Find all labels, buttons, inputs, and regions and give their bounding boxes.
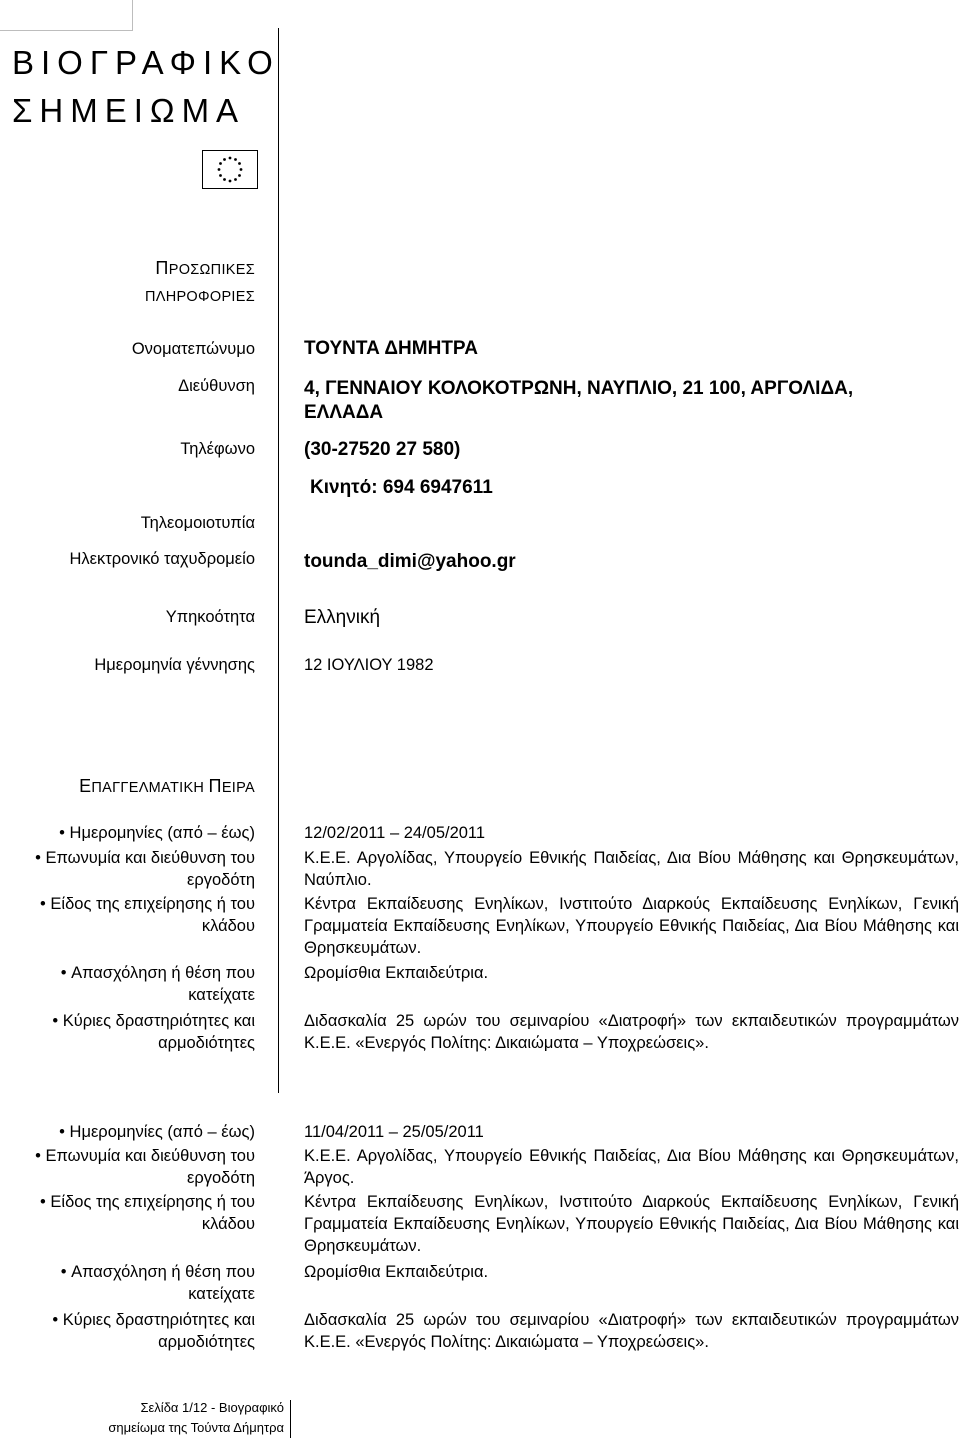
corner-box xyxy=(0,0,133,31)
experience-heading: ΕΠΑΓΓΕΛΜΑΤΙΚΗ ΠΕΙΡΑ xyxy=(79,776,255,796)
page-footer: Σελίδα 1/12 - Βιογραφικό σημείωμα της Τούντα Δήμητρα xyxy=(108,1400,284,1435)
entry2-activities-label: • Κύριες δραστηριότητες και αρμοδιότητες xyxy=(52,1309,255,1353)
address-value: 4, ΓΕΝΝΑΙΟΥ ΚΟΛΟΚΟΤΡΩΝΗ, ΝΑΥΠΛΙΟ, 21 100, ΑΡΓΟΛΙΔΑ, ΕΛΛΑΔΑ xyxy=(304,378,854,423)
email-value: tounda_dimi@yahoo.gr xyxy=(304,551,516,572)
fax-label: Τηλεομοιοτυπία xyxy=(140,514,255,532)
phone-value: (30-27520 27 580) xyxy=(304,439,461,460)
entry2-business-label: • Είδος της επιχείρησης ή του κλάδου xyxy=(40,1191,255,1235)
entry1-employer-label: • Επωνυμία και διεύθυνση του εργοδότη xyxy=(35,847,255,891)
entry2-business: Κέντρα Εκπαίδευσης Ενηλίκων, Ινστιτούτο Διαρκούς Εκπαίδευσης Ενηλίκων, Γενική Γραμματεία Εκπαίδευσης Ενηλίκων, Υπουργείο Εθνικής Παιδείας, Δια Βίου Μάθησης και Θρησκευμάτων. xyxy=(304,1193,959,1255)
entry1-activities-label: • Κύριες δραστηριότητες και αρμοδιότητες xyxy=(52,1010,255,1054)
column-divider xyxy=(278,28,279,1093)
entry1-business: Κέντρα Εκπαίδευσης Ενηλίκων, Ινστιτούτο Διαρκούς Εκπαίδευσης Ενηλίκων, Γενική Γραμματεία Εκπαίδευσης Ενηλίκων, Υπουργείο Εθνικής Παιδείας, Δια Βίου Μάθησης και Θρησκευμάτων. xyxy=(304,895,959,957)
phone-label: Τηλέφωνο xyxy=(180,440,255,458)
entry2-position: Ωρομίσθια Εκπαιδεύτρια. xyxy=(304,1263,489,1281)
entry2-activities: Διδασκαλία 25 ωρών του σεμιναρίου «Διατροφή» των εκπαιδευτικών προγραμμάτων Κ.Ε.Ε. «Ενεργός Πολίτης: Δικαιώματα – Υποχρεώσεις». xyxy=(304,1311,959,1351)
email-label: Ηλεκτρονικό ταχυδρομείο xyxy=(69,550,255,568)
entry1-dates-label: • Ημερομηνίες (από – έως) xyxy=(59,822,255,844)
birth-label: Ημερομηνία γέννησης xyxy=(94,656,255,674)
entry1-position-label: • Απασχόληση ή θέση που κατείχατε xyxy=(61,962,255,1006)
entry1-dates: 12/02/2011 – 24/05/2011 xyxy=(304,824,486,842)
entry2-employer: Κ.Ε.Ε. Αργολίδας, Υπουργείο Εθνικής Παιδείας, Δια Βίου Μάθησης και Θρησκευμάτων, Άργος. xyxy=(304,1147,959,1187)
birth-value: 12 ΙΟΥΛΙΟΥ 1982 xyxy=(304,656,434,674)
footer-divider xyxy=(290,1400,291,1438)
entry2-dates: 11/04/2011 – 25/05/2011 xyxy=(304,1123,484,1141)
name-label: Ονοματεπώνυμο xyxy=(131,340,255,358)
personal-info-heading: ΠΡΟΣΩΠΙΚΕΣ ΠΛΗΡΟΦΟΡΙΕΣ xyxy=(144,258,255,305)
page-title-line1: ΒΙΟΓΡΑΦΙΚΟ xyxy=(12,44,280,81)
nationality-value: Ελληνική xyxy=(304,607,381,628)
entry1-activities: Διδασκαλία 25 ωρών του σεμιναρίου «Διατροφή» των εκπαιδευτικών προγραμμάτων Κ.Ε.Ε. «Ενεργός Πολίτης: Δικαιώματα – Υποχρεώσεις». xyxy=(304,1012,959,1052)
page-title-line2: ΣΗΜΕΙΩΜΑ xyxy=(12,92,246,129)
eu-flag-icon xyxy=(202,150,258,189)
entry1-employer: Κ.Ε.Ε. Αργολίδας, Υπουργείο Εθνικής Παιδείας, Δια Βίου Μάθησης και Θρησκευμάτων, Ναύπλιο. xyxy=(304,849,959,889)
address-label: Διεύθυνση xyxy=(178,377,255,395)
entry2-position-label: • Απασχόληση ή θέση που κατείχατε xyxy=(61,1261,255,1305)
entry1-position: Ωρομίσθια Εκπαιδεύτρια. xyxy=(304,964,489,982)
nationality-label: Υπηκοότητα xyxy=(165,608,255,626)
entry2-dates-label: • Ημερομηνίες (από – έως) xyxy=(59,1121,255,1143)
entry1-business-label: • Είδος της επιχείρησης ή του κλάδου xyxy=(40,893,255,937)
mobile-value: Κινητό: 694 6947611 xyxy=(310,477,493,498)
name-value: ΤΟΥΝΤΑ ΔΗΜΗΤΡΑ xyxy=(304,338,478,359)
entry2-employer-label: • Επωνυμία και διεύθυνση του εργοδότη xyxy=(35,1145,255,1189)
